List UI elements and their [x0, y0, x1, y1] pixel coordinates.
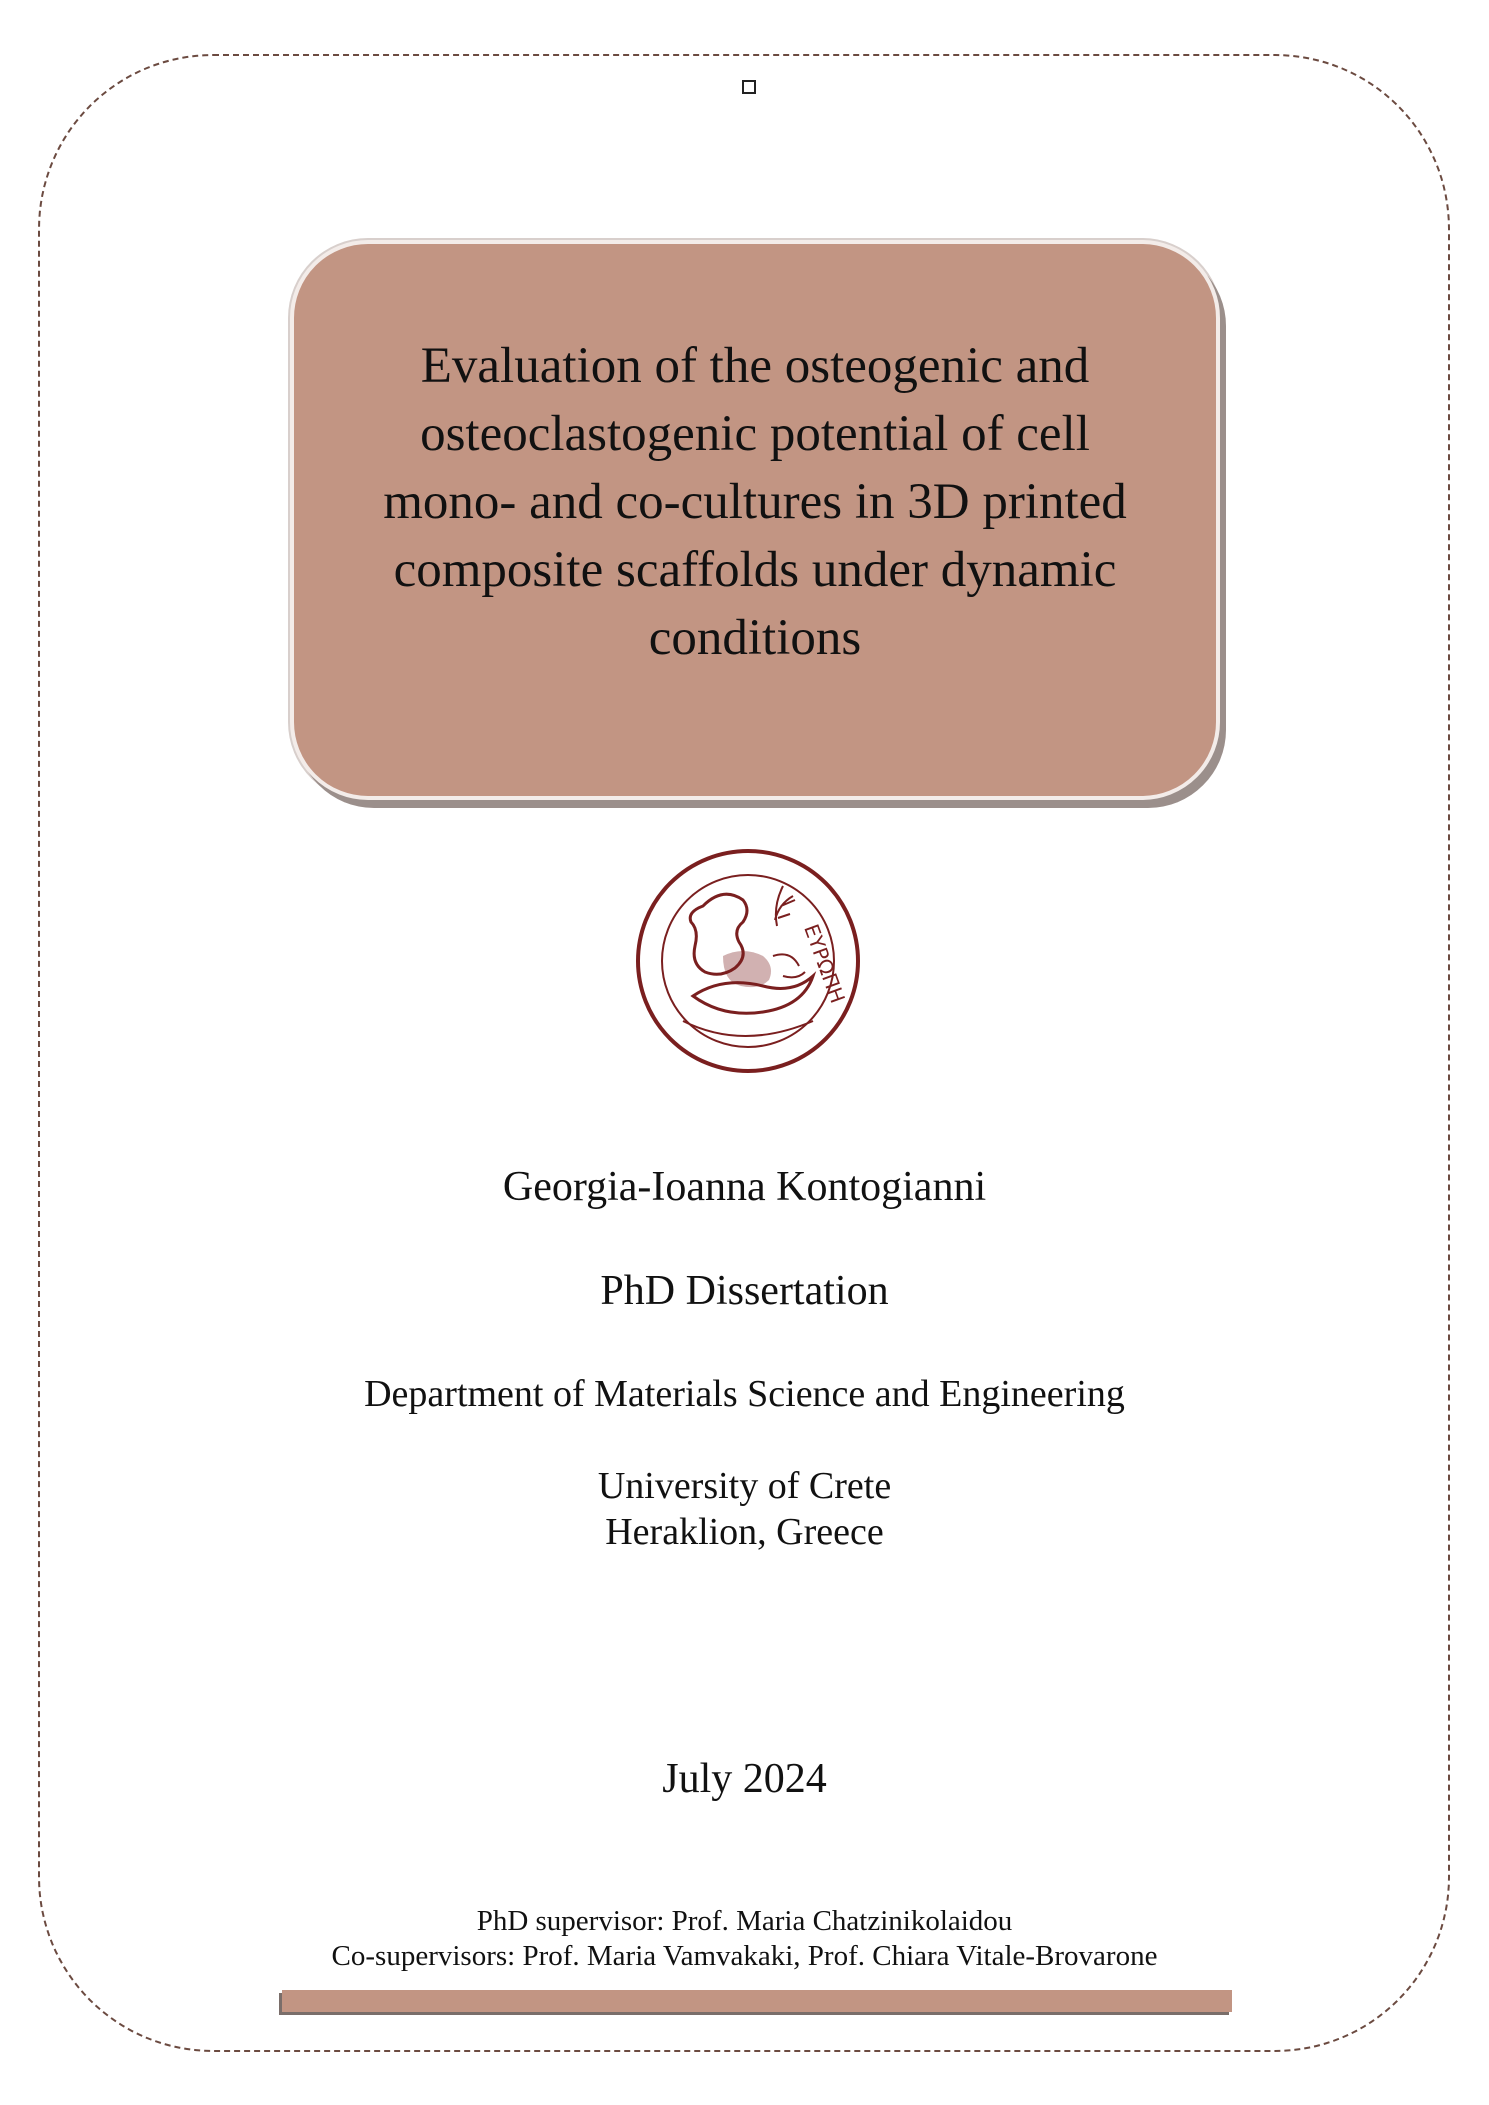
author-name: Georgia-Ioanna Kontogianni — [502, 1164, 987, 1210]
co-supervisors-line: Co-supervisors: Prof. Maria Vamvakaki, Prof. Chiara Vitale-Brovarone — [331, 1940, 1158, 1972]
seal-inscription: ΕΥΡΩΠΗ — [799, 920, 850, 1007]
university-name: University of Crete — [597, 1465, 892, 1507]
footer-bar — [282, 1990, 1232, 2012]
department-name: Department of Materials Science and Engineering — [364, 1373, 1125, 1415]
checkbox-icon — [742, 80, 756, 94]
university-seal-logo — [633, 846, 863, 1076]
supervisor-line: PhD supervisor: Prof. Maria Chatzinikolaidou — [476, 1905, 1013, 1937]
degree-label: PhD Dissertation — [600, 1268, 889, 1314]
submission-date: July 2024 — [662, 1756, 827, 1802]
dissertation-title: Evaluation of the osteogenic and osteoclastogenic potential of cell mono- and co-cultures in 3D printed composite scaffolds under dynamic conditions — [383, 338, 1127, 666]
university-location: Heraklion, Greece — [605, 1511, 884, 1553]
